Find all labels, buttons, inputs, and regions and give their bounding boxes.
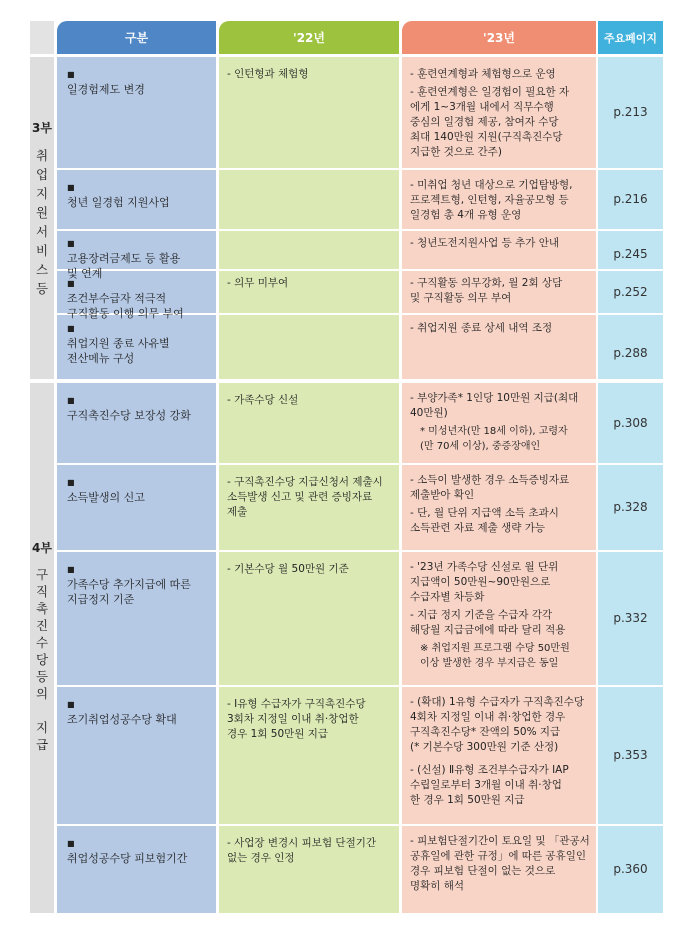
header-corner	[30, 21, 54, 54]
row-y22	[219, 315, 399, 379]
part-title: 구 직 촉 진 수 당 등 의 지 급	[35, 567, 49, 752]
row-page-ref: p.353	[613, 748, 648, 762]
bullet-icon: ■	[67, 239, 75, 248]
header-main-page: 주요페이지	[598, 21, 663, 54]
row-y22: - 구직촉진수당 지급신청서 제출시 소득발생 신고 및 관련 증빙자료 제출	[227, 476, 383, 518]
header-category: 구분	[57, 21, 216, 54]
bullet-icon: ■	[67, 324, 75, 333]
row-y23: - 청년도전지원사업 등 추가 안내	[410, 237, 559, 249]
row-page-ref: p.252	[613, 284, 648, 299]
row-page-ref: p.360	[613, 862, 648, 876]
bullet-icon: ■	[67, 565, 75, 574]
row-item: ■가족수당 추가지급에 따른 지급정지 기준	[57, 552, 216, 685]
row-item: ■구직촉진수당 보장성 강화	[57, 383, 216, 463]
row-item: ■취업성공수당 피보험기간	[57, 826, 216, 913]
bullet-icon: ■	[67, 478, 75, 487]
bullet-icon: ■	[67, 70, 75, 79]
row-item: ■소득발생의 신고	[57, 465, 216, 550]
bullet-icon: ■	[67, 839, 75, 848]
row-item: ■조기취업성공수당 확대	[57, 687, 216, 824]
row-y22: - 인턴형과 체험형	[227, 68, 309, 80]
bullet-icon: ■	[67, 279, 75, 288]
row-item: ■고용장려금제도 등 활용 및 연계	[57, 231, 216, 269]
row-y23: - 소득이 발생한 경우 소득증빙자료 제출받아 확인 - 단, 월 단위 지급액 소득 초과시 소득관련 자료 제출 생략 가능	[410, 474, 570, 534]
row-y22: - 사업장 변경시 피보험 단절기간 없는 경우 인정	[227, 837, 376, 864]
row-y23: - 훈련연계형과 체험형으로 운영 - 훈련연계형은 일경험이 필요한 자 에게 1~3개월 내에서 직무수행 중심의 일경험 제공, 참여자 수당 최대 140만원 지원(구직촉진수당 지급한 것으로 간주)	[410, 68, 570, 158]
row-item: ■조건부수급자 적극적 구직활동 이행 의무 부여	[57, 271, 216, 313]
row-page-ref: p.288	[613, 345, 648, 360]
part-title: 취 업 지 원 서 비 스 등	[35, 148, 49, 296]
row-y23: - 구직활동 의무강화, 월 2회 상담 및 구직활동 의무 부여	[410, 277, 563, 304]
row-page-ref: p.332	[613, 611, 648, 625]
bullet-icon: ■	[67, 700, 75, 709]
row-y22	[219, 231, 399, 269]
row-y22	[219, 170, 399, 229]
row-y23: - '23년 가족수당 신설로 월 단위 지급액이 50만원~90만원으로 수급자별 차등화 - 지급 정지 기준을 수급자 각각 해당월 지급금에에 따라 달리 적용 ※ 취업지원 프로그램 수당 50만원 이상 발생한 경우 부지급은 동일	[402, 552, 596, 685]
part-number: 4부	[32, 541, 52, 555]
header-2022: '22년	[219, 21, 399, 54]
row-y22: - Ⅰ유형 수급자가 구직촉진수당 3회차 지정일 이내 취·창업한 경우 1회 50만원 지급	[227, 698, 366, 740]
row-item: ■취업지원 종료 사유별 전산메뉴 구성	[57, 315, 216, 379]
footnote: ※ 취업지원 프로그램 수당 50만원 이상 발생한 경우 부지급은 동일	[420, 643, 570, 669]
header-2023: '23년	[402, 21, 596, 54]
row-page-ref: p.328	[613, 500, 648, 514]
row-y23: - 취업지원 종료 상세 내역 조정	[410, 322, 553, 334]
row-page-ref: p.216	[613, 192, 648, 206]
row-y22: - 기본수당 월 50만원 기준	[227, 563, 349, 575]
part-number: 3부	[32, 121, 52, 135]
row-y23: - 부양가족* 1인당 10만원 지급(최대 40만원) * 미성년자(만 18세 이하), 고령자 (만 70세 이상), 중증장애인	[402, 383, 596, 463]
row-page-ref: p.213	[613, 105, 648, 119]
row-item: ■일경험제도 변경	[57, 57, 216, 168]
part-4-label	[30, 383, 54, 913]
bullet-icon: ■	[67, 183, 75, 192]
row-page-ref: p.308	[613, 415, 648, 430]
row-y23: - (확대) 1유형 수급자가 구직촉진수당 4회차 지정일 이내 취·창업한 경우 구직촉진수당* 잔액의 50% 지급 (* 기본수당 300만원 기준 산정) - (신설) Ⅱ유형 조건부수급자가 IAP 수립일로부터 3개월 이내 취·창업 한 경우 1회 50만원 지급	[410, 696, 585, 806]
row-y22: - 의무 미부여	[227, 277, 289, 289]
row-y22: - 가족수당 신설	[227, 394, 299, 406]
part-3-label	[30, 57, 54, 379]
bullet-icon: ■	[67, 396, 75, 405]
footnote: * 미성년자(만 18세 이하), 고령자 (만 70세 이상), 중증장애인	[420, 426, 568, 452]
row-item: ■청년 일경험 지원사업	[57, 170, 216, 229]
row-y23: - 미취업 청년 대상으로 기업탐방형, 프로젝트형, 인턴형, 자율공모형 등 일경험 총 4개 유형 운영	[410, 179, 573, 221]
row-y23: - 피보험단절기간이 토요일 및 「관공서 공휴일에 관한 규정」에 따른 공휴일인 경우 피보험 단절이 없는 것으로 명확히 해석	[410, 835, 590, 892]
row-page-ref: p.245	[613, 246, 648, 261]
